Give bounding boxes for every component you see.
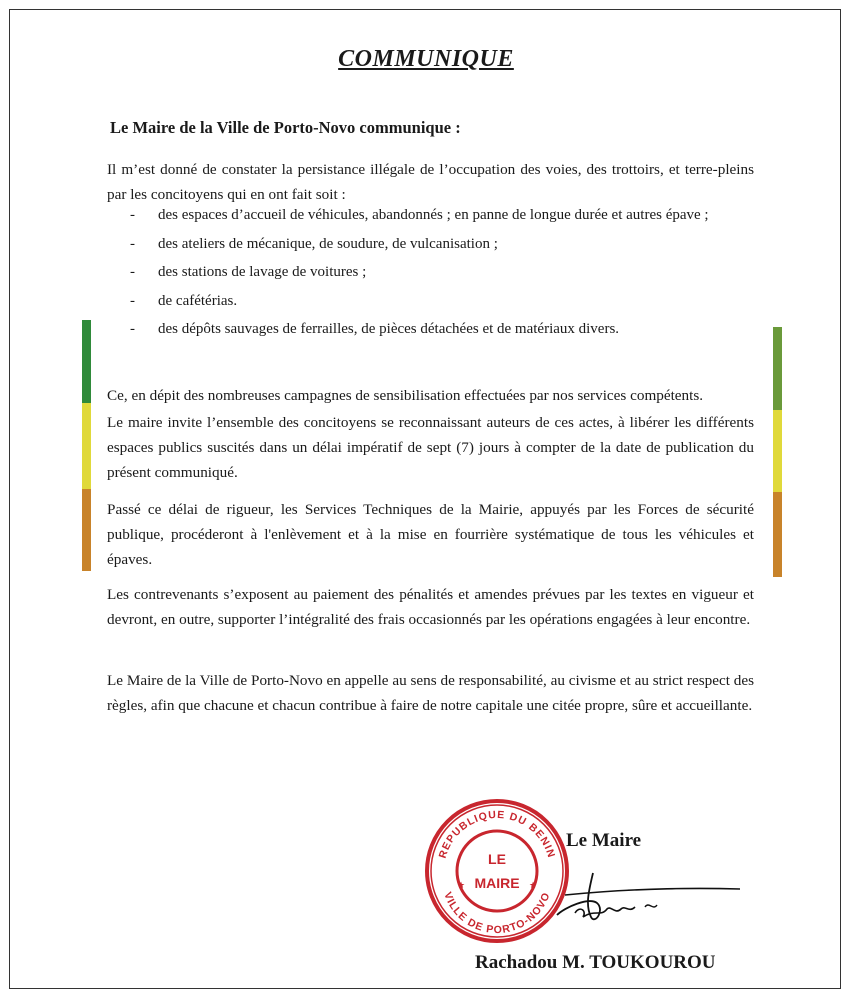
intro-line: Le Maire de la Ville de Porto-Novo communique : (110, 118, 461, 137)
flag-bar-left-green (82, 320, 91, 403)
svg-text:LE: LE (488, 851, 506, 867)
paragraph-campaigns: Ce, en dépit des nombreuses campagnes de sensibilisation effectuées par nos services compétents. (107, 387, 704, 404)
flag-bar-left-orange (82, 489, 91, 571)
flag-bar-right-yellow (773, 410, 782, 492)
flag-bar-right-green (773, 327, 782, 410)
list-item: - des dépôts sauvages de ferrailles, de pièces détachées et de matériaux divers. (130, 321, 620, 337)
paragraph-deadline: Passé ce délai de rigueur, les Services Techniques de la Mairie, appuyés par les Forces de sécurité publique, procéderont à l'enlèvement et à la mise en fourrière systématique de tous les véhicules et épaves. (107, 501, 754, 568)
handwritten-signature (545, 865, 745, 945)
document-title: COMMUNIQUE (338, 46, 514, 72)
opening-paragraph: Il m’est donné de constater la persistance illégale de l’occupation des voies, des trottoirs, et terre-pleins par les concitoyens qui en ont fait soit : (107, 161, 754, 203)
flag-bar-left-yellow (82, 403, 91, 489)
paragraph-invitation: Le maire invite l’ensemble des concitoyens se reconnaissant auteurs de ces actes, à libérer les différents espaces publics suscités dans un délai impératif de sept (7) jours à compter de la date de publication du présent communiqué. (107, 414, 754, 481)
svg-text:★: ★ (528, 880, 538, 890)
list-item: - de cafétérias. (130, 292, 238, 309)
svg-text:VILLE DE PORTO-NOVO: VILLE DE PORTO-NOVO (441, 890, 553, 937)
svg-text:★: ★ (456, 880, 466, 890)
paragraph-penalties: Les contrevenants s’exposent au paiement des pénalités et amendes prévues par les textes en vigueur et devront, en outre, supporter l’intégralité des frais occasionnés par les opérations engagées à leur encontre. (107, 586, 754, 628)
svg-text:REPUBLIQUE DU BENIN: REPUBLIQUE DU BENIN (436, 808, 558, 860)
signatory-name: Rachadou M. TOUKOUROU (475, 952, 716, 973)
signatory-title: Le Maire (566, 830, 642, 851)
flag-bar-right-orange (773, 492, 782, 577)
paragraph-appeal: Le Maire de la Ville de Porto-Novo en appelle au sens de responsabilité, au civisme et au strict respect des règles, afin que chacune et chacun contribue à faire de notre capitale une citée propre, sûre et accueillante. (107, 672, 754, 714)
list-item: - des espaces d’accueil de véhicules, abandonnés ; en panne de longue durée et autres épave ; (130, 207, 709, 223)
list-item: - des stations de lavage de voitures ; (130, 264, 367, 280)
occupation-list (130, 207, 709, 350)
svg-text:MAIRE: MAIRE (474, 875, 520, 891)
list-item: - des ateliers de mécanique, de soudure, de vulcanisation ; (130, 235, 498, 252)
